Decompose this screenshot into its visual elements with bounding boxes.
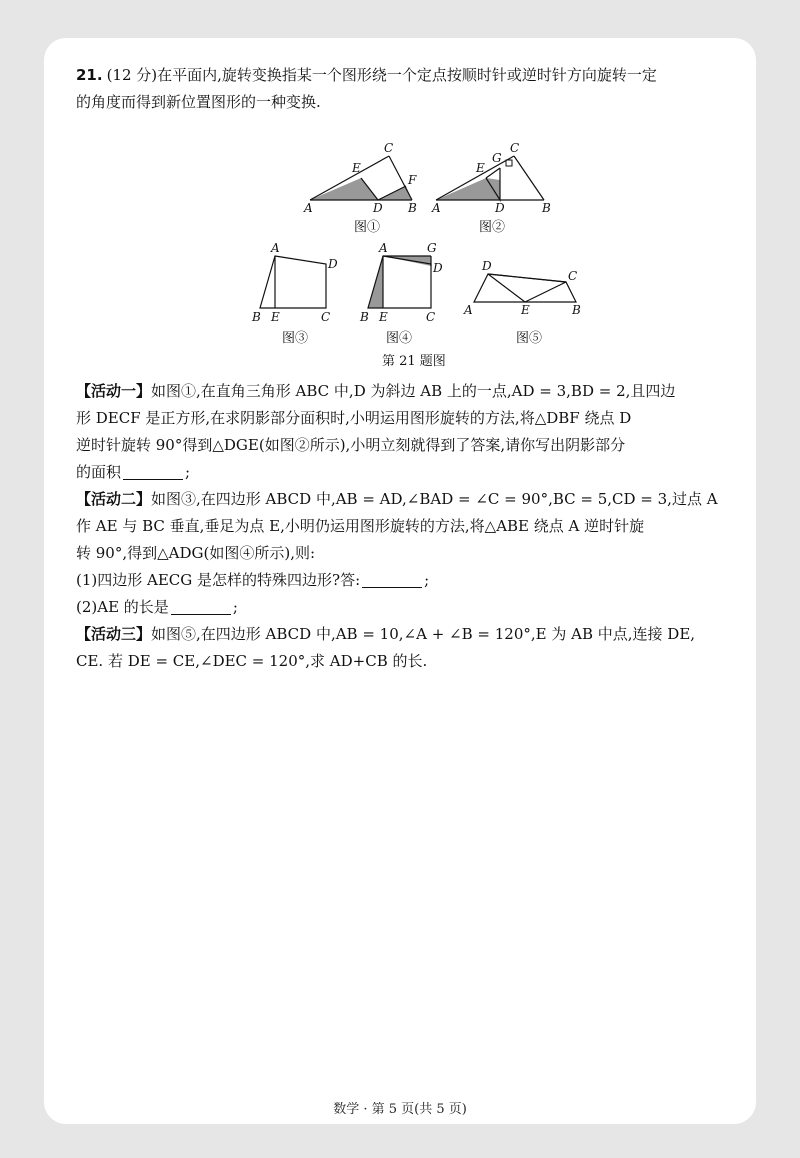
page-footer: 数学 · 第 5 页(共 5 页) [333, 1102, 467, 1117]
f5-label-B: B [572, 303, 581, 317]
f3-label-E: E [271, 310, 280, 324]
f1-label-E: E [352, 161, 361, 175]
figure-4 [359, 241, 443, 324]
caption-fig-4: 图④ [386, 331, 413, 346]
f1-label-D: D [373, 201, 383, 215]
f3-label-B: B [252, 310, 261, 324]
f3-label-D: D [328, 257, 338, 271]
activity-2-line-1: 【活动二】如图③,在四边形 ABCD 中,AB = AD,∠BAD = ∠C = 90°,BC = 5,CD = 3,过点 A [76, 490, 718, 508]
activity-2-line-3: 转 90°,得到△ADG(如图④所示),则: [76, 544, 316, 562]
f2-label-C: C [510, 141, 520, 155]
f5-label-A: A [464, 303, 473, 317]
f1-label-A: A [304, 201, 313, 215]
activity-1-tag: 【活动一】 [76, 382, 152, 400]
figure-group [76, 116, 728, 378]
activity-1-line-2: 形 DECF 是正方形,在求阴影部分面积时,小明运用图形旋转的方法,将△DBF 绕点 D [76, 409, 632, 427]
f5-label-C: C [568, 269, 578, 283]
caption-fig-3: 图③ [282, 331, 309, 346]
activity-3-line-2: CE. 若 DE = CE,∠DEC = 120°,求 AD+CB 的长. [76, 652, 428, 670]
f2-label-A: A [432, 201, 441, 215]
answer-blank-2[interactable] [362, 571, 422, 588]
figure-5 [463, 259, 581, 317]
activity-1-line-3: 逆时针旋转 90°得到△DGE(如图②所示),小明立刻就得到了答案,请你写出阴影部分 [76, 436, 626, 454]
f4-label-B: B [360, 310, 369, 324]
caption-fig-2: 图② [479, 220, 506, 235]
f5-label-D: D [482, 259, 492, 273]
figure-1 [303, 141, 417, 215]
f2-label-G: G [492, 151, 502, 165]
f4-label-G: G [427, 241, 437, 255]
question-number: 21. [76, 66, 103, 84]
problem-line-1: 21. (12 分)在平面内,旋转变换指某一个图形绕一个定点按顺时针或逆时针方向旋转一定 [76, 66, 657, 84]
figure-3 [251, 241, 338, 324]
f4-label-A: A [379, 241, 388, 255]
f2-label-B: B [542, 201, 551, 215]
f2-label-E: E [476, 161, 485, 175]
f4-label-C: C [426, 310, 436, 324]
activity-2-tag: 【活动二】 [76, 490, 152, 508]
activity-3-line-1: 【活动三】如图⑤,在四边形 ABCD 中,AB = 10,∠A + ∠B = 120°,E 为 AB 中点,连接 DE, [76, 625, 696, 643]
caption-fig-5: 图⑤ [516, 331, 543, 346]
caption-fig-1: 图① [354, 220, 381, 235]
f1-label-F: F [408, 173, 417, 187]
question-21 [76, 62, 728, 675]
f1-label-C: C [384, 141, 394, 155]
exam-page [44, 38, 756, 1124]
activity-3-tag: 【活动三】 [76, 625, 152, 643]
activity-2-line-2: 作 AE 与 BC 垂直,垂足为点 E,小明仍运用图形旋转的方法,将△ABE 绕点 A 逆时针旋 [76, 517, 645, 535]
f1-label-B: B [408, 201, 417, 215]
answer-blank-3[interactable] [171, 598, 231, 615]
f3-label-C: C [321, 310, 331, 324]
f5-label-E: E [521, 303, 530, 317]
activity-1-line-4: 的面积 ; [76, 463, 191, 481]
f3-label-A: A [271, 241, 280, 255]
f2-label-D: D [495, 201, 505, 215]
activity-2-question-2: (2)AE 的长是 ; [76, 598, 238, 616]
figure-title: 第 21 题图 [382, 354, 446, 369]
problem-line-2: 的角度而得到新位置图形的一种变换. [76, 93, 321, 111]
answer-blank-1[interactable] [123, 463, 183, 480]
activity-1-line-1: 【活动一】如图①,在直角三角形 ABC 中,D 为斜边 AB 上的一点,AD = 3,BD = 2,且四边 [76, 382, 676, 400]
f4-label-E: E [379, 310, 388, 324]
activity-2-question-1: (1)四边形 AECG 是怎样的特殊四边形?答: ; [76, 571, 430, 589]
figure-2 [431, 141, 551, 215]
f4-label-D: D [433, 261, 443, 275]
